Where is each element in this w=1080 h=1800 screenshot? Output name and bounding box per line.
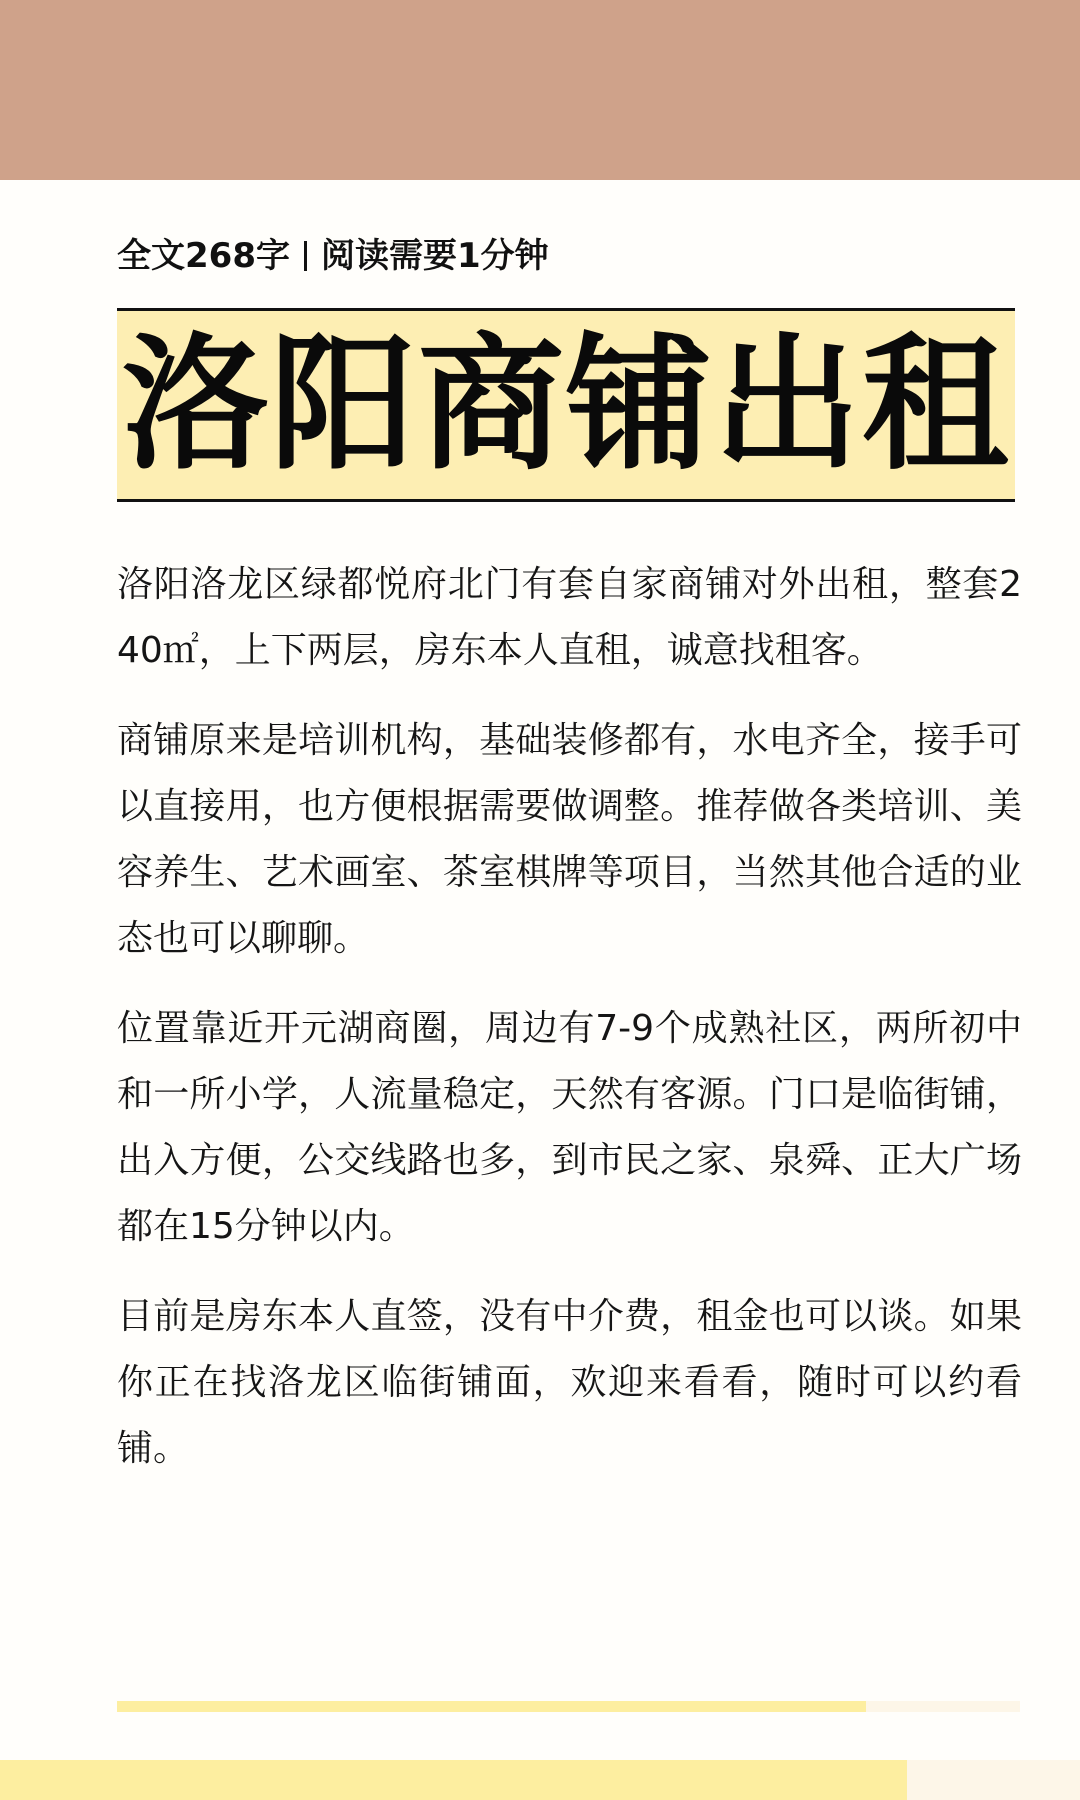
meta-separator — [304, 241, 307, 271]
article-body — [117, 552, 1022, 1482]
title-banner — [117, 308, 1015, 502]
word-count: 全文268字 — [117, 236, 290, 276]
top-banner — [0, 0, 1080, 180]
paragraph-4: 目前是房东本人直签，没有中介费，租金也可以谈。如果你正在找洛龙区临街铺面，欢迎来看看，随时可以约看铺。 — [117, 1296, 1022, 1469]
page-title: 洛阳商铺出租 — [122, 320, 1010, 490]
reading-meta — [117, 234, 1022, 278]
page-progress-fill — [0, 1760, 907, 1800]
paragraph-1: 洛阳洛龙区绿都悦府北门有套自家商铺对外出租，整套240㎡，上下两层，房东本人直租，诚意找租客。 — [117, 564, 1022, 671]
reading-progress-bar — [117, 1701, 1020, 1712]
page-progress-bar — [0, 1760, 1080, 1800]
reading-progress-fill — [117, 1701, 866, 1712]
paragraph-3: 位置靠近开元湖商圈，周边有7-9个成熟社区，两所初中和一所小学，人流量稳定，天然有客源。门口是临街铺，出入方便，公交线路也多，到市民之家、泉舜、正大广场都在15分钟以内。 — [117, 1008, 1022, 1247]
reading-time: 阅读需要1分钟 — [320, 236, 549, 276]
paragraph-2: 商铺原来是培训机构，基础装修都有，水电齐全，接手可以直接用，也方便根据需要做调整。推荐做各类培训、美容养生、艺术画室、茶室棋牌等项目，当然其他合适的业态也可以聊聊。 — [117, 720, 1022, 959]
article-container — [117, 180, 1022, 1506]
